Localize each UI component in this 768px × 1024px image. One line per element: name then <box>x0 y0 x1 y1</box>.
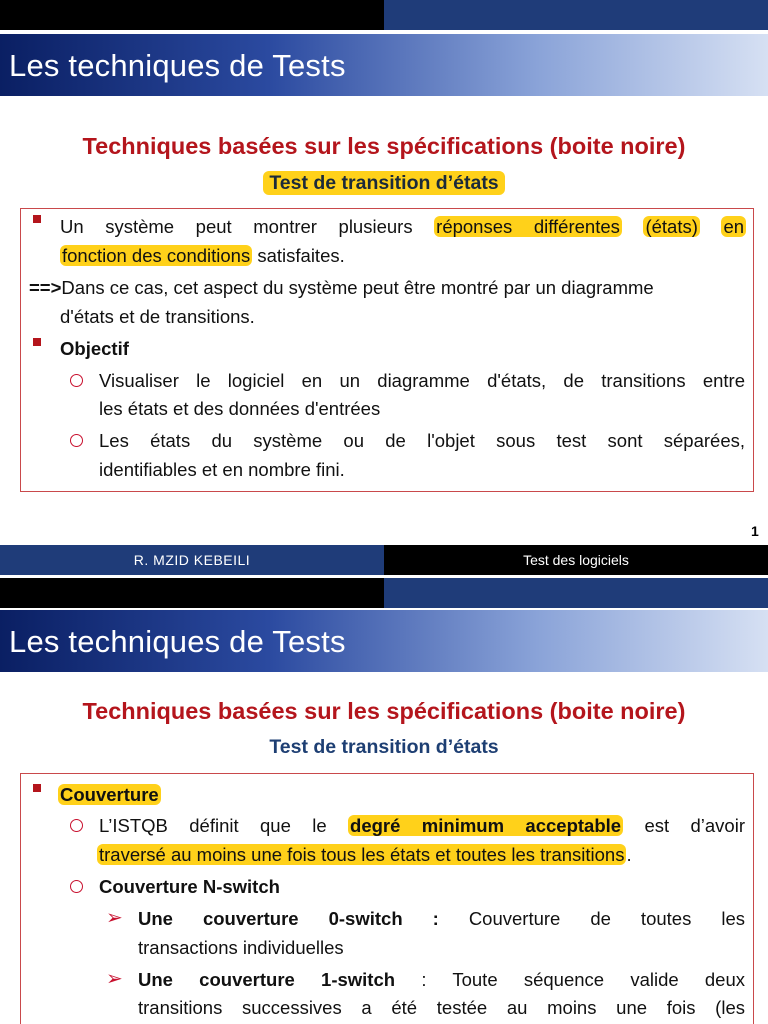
slide-title-bar <box>0 610 768 674</box>
switch-item: Une couverture 1-switch : Toute séquence valide deux <box>138 969 746 990</box>
circle-bullet-icon <box>70 374 83 387</box>
nswitch-heading: Couverture N-switch <box>99 876 280 897</box>
couverture-heading: Couverture <box>60 784 159 805</box>
arrow-paragraph: ==>Dans ce cas, cet aspect du système peut être montré par un diagramme <box>29 277 654 298</box>
bullet-text: Un système peut montrer plusieurs réponses différentes (états) en <box>60 216 745 237</box>
objectif-item-cont: identifiables et en nombre fini. <box>99 459 345 480</box>
objectif-heading: Objectif <box>60 338 129 359</box>
slide-subtitle: Techniques basées sur les spécifications (boite noire) <box>82 133 686 159</box>
slide-title-bar <box>0 34 768 98</box>
objectif-item: Visualiser le logiciel en un diagramme d'états, de transitions entre <box>99 370 745 391</box>
bullet-square-icon <box>33 784 41 792</box>
circle-bullet-icon <box>70 819 83 832</box>
couverture-item: L’ISTQB définit que le degré minimum acceptable est d’avoir <box>99 815 745 836</box>
bullet-square-icon <box>33 338 41 346</box>
circle-bullet-icon <box>70 880 83 893</box>
objectif-item-cont: les états et des données d'entrées <box>99 398 381 419</box>
slide-subtitle: Techniques basées sur les spécifications (boite noire) <box>82 698 686 724</box>
couverture-item-cont: traversé au moins une fois tous les états et toutes les transitions . <box>99 844 632 865</box>
top-bar <box>0 578 768 608</box>
circle-bullet-icon <box>70 434 83 447</box>
arrow-paragraph-cont: d'états et de transitions. <box>60 306 255 327</box>
slide-footer <box>0 545 768 575</box>
arrow-bullet-icon: ➢ <box>106 966 123 990</box>
footer-author: R. MZID KEBEILI <box>0 545 384 575</box>
objectif-item: Les états du système ou de l'objet sous test sont séparées, <box>99 430 745 451</box>
page-number: 1 <box>751 523 759 539</box>
slide-title: Les techniques de Tests <box>9 624 346 659</box>
section-heading: Test de transition d’états <box>0 172 768 195</box>
footer-course: Test des logiciels <box>384 545 768 575</box>
switch-item-cont: transitions successives a été testée au moins une fois (les <box>138 997 745 1018</box>
switch-item: Une couverture 0-switch : Couverture de toutes les <box>138 908 745 929</box>
switch-item-cont: transactions individuelles <box>138 937 344 958</box>
section-heading: Test de transition d’états <box>269 736 499 758</box>
bullet-text-cont: fonction des conditions satisfaites. <box>62 245 345 266</box>
slide-title: Les techniques de Tests <box>9 48 346 83</box>
bullet-square-icon <box>33 215 41 223</box>
arrow-bullet-icon: ➢ <box>106 905 123 929</box>
top-bar <box>0 0 768 30</box>
